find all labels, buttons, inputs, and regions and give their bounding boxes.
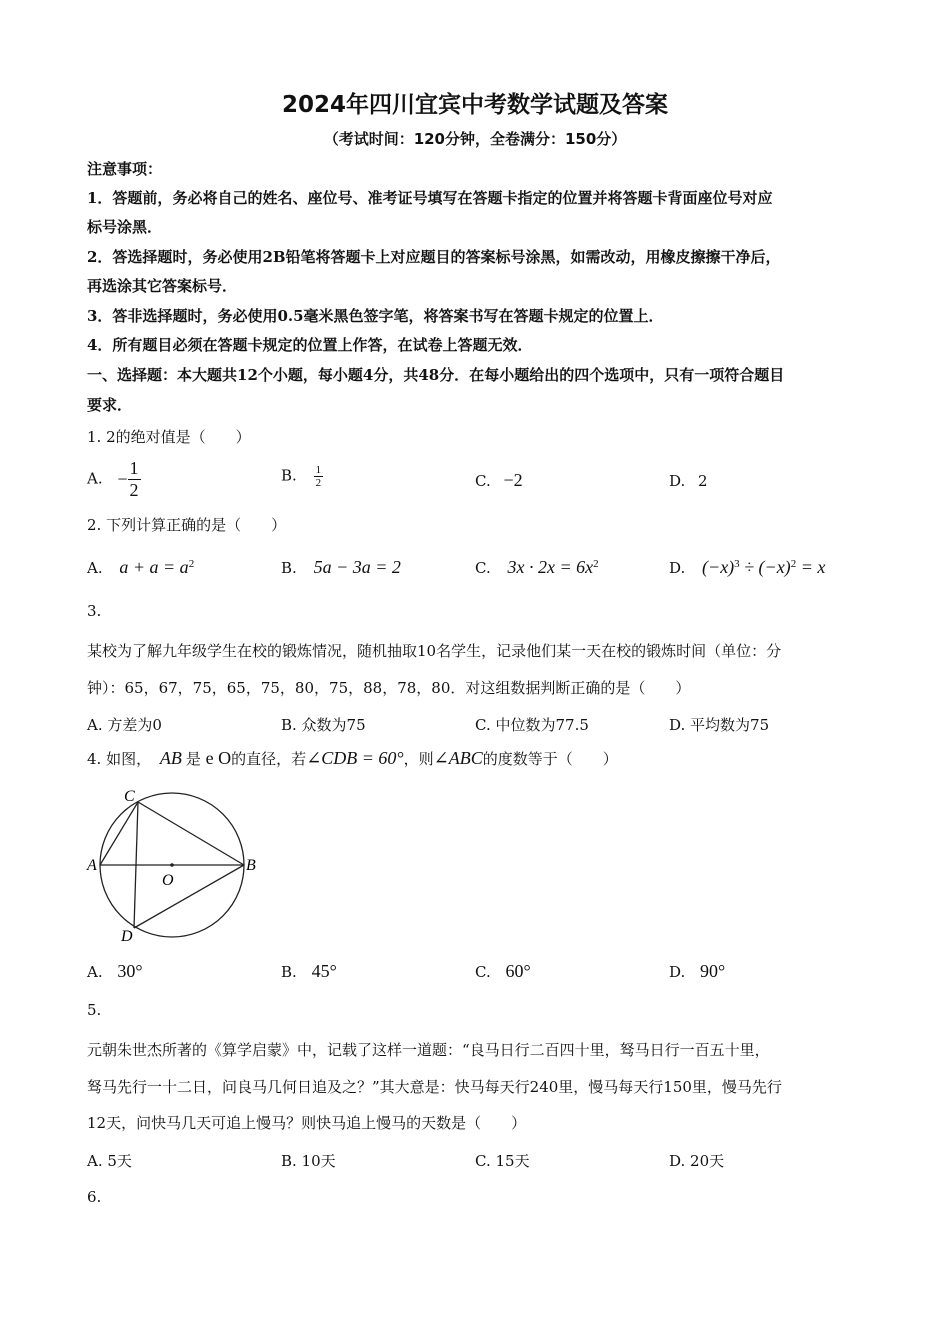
q4-option-b: B. 45° <box>281 961 337 981</box>
q5-option-b: B. 10天 <box>281 1152 336 1170</box>
circle-diagram <box>86 786 266 946</box>
q5-option-d: D. 20天 <box>669 1152 725 1170</box>
label-b: B <box>246 857 256 874</box>
q5-option-a: A. 5天 <box>87 1152 132 1170</box>
q5-line-3: 12天，问快马几天可追上慢马？则快马追上慢马的天数是（ ） <box>87 1114 527 1132</box>
q5-number: 5. <box>87 1001 102 1019</box>
q5-option-c: C. 15天 <box>475 1152 530 1170</box>
note-1-line-1: 1．答题前，务必将自己的姓名、座位号、准考证号填写在答题卡指定的位置并将答题卡背面座位号对应 <box>87 189 773 207</box>
note-2-line-1: 2．答选择题时，务必使用2B铅笔将答题卡上对应题目的答案标号涂黑，如需改动，用橡皮擦擦干净后， <box>87 248 781 266</box>
center-dot <box>170 863 174 867</box>
q3-option-a: A. 方差为0 <box>87 716 162 734</box>
note-4: 4．所有题目必须在答题卡规定的位置上作答，在试卷上答题无效． <box>87 336 533 354</box>
chord-ac <box>100 802 138 865</box>
q3-option-b: B. 众数为75 <box>281 716 366 734</box>
chord-db <box>134 865 244 928</box>
q1-option-a: A. − $\frac{1}{2}$ <box>87 458 139 500</box>
q2-option-a: A. $a + a = a^2$ <box>87 557 195 577</box>
q4-option-c: C. 60° <box>475 961 531 981</box>
q4-stem: 4. 如图， AB 是 e O的直径，若∠CDB = 60°，则∠ABC的度数等于（ ） <box>87 748 618 768</box>
q3-line-1: 某校为了解九年级学生在校的锻炼情况，随机抽取10名学生，记录他们某一天在校的锻炼时间（单位：分 <box>87 642 782 660</box>
q3-number: 3. <box>87 602 102 620</box>
section-1-line-2: 要求． <box>87 396 133 414</box>
q3-option-c: C. 中位数为77.5 <box>475 716 589 734</box>
label-c: C <box>124 788 135 805</box>
q4-option-d: D. 90° <box>669 961 726 981</box>
label-a: A <box>87 857 97 874</box>
note-2-line-2: 再选涂其它答案标号． <box>87 277 238 295</box>
q3-line-2: 钟）：65，67，75，65，75，80，75，88，78，80．对这组数据判断正确的是（ ） <box>87 679 691 697</box>
q2-stem: 2. 下列计算正确的是（ ） <box>87 516 287 534</box>
label-d: D <box>121 928 133 945</box>
q2-option-d: D. $(-x)^3 \div (-x)^2 = x$ <box>669 557 826 577</box>
section-1-line-1: 一、选择题：本大题共12个小题，每小题4分，共48分．在每小题给出的四个选项中，只有一项符合题目 <box>87 366 785 384</box>
q5-line-2: 驽马先行一十二日，问良马几何日追及之？”其大意是：快马每天行240里，慢马每天行150里，慢马先行 <box>87 1078 782 1096</box>
q3-option-d: D. 平均数为75 <box>669 716 770 734</box>
exam-title: 2024年四川宜宾中考数学试题及答案 <box>281 92 668 118</box>
q4-option-a: A. 30° <box>87 961 143 981</box>
q6-number: 6. <box>87 1188 102 1206</box>
q1-option-d: D. 2 <box>669 472 708 490</box>
chord-cb <box>138 802 244 865</box>
q1-stem: 1. 2的绝对值是（ ） <box>87 428 251 446</box>
note-1-line-2: 标号涂黑． <box>87 218 163 236</box>
notes-heading: 注意事项： <box>87 160 163 178</box>
q5-line-1: 元朝朱世杰所著的《算学启蒙》中，记载了这样一道题：“良马日行二百四十里，驽马日行一百五十里， <box>87 1041 770 1059</box>
note-3: 3．答非选择题时，务必使用0.5毫米黑色签字笔，将答案书写在答题卡规定的位置上． <box>87 307 664 325</box>
exam-subtitle: （考试时间：120分钟，全卷满分：150分） <box>323 130 627 148</box>
q1-option-c: C. −2 <box>475 470 523 490</box>
q2-option-c: C. $3x \cdot 2x = 6x^2$ <box>475 557 599 577</box>
q2-option-b: B. 5a − 3a = 2 <box>281 557 401 577</box>
label-o: O <box>162 872 174 889</box>
q1-option-b: B. $\frac{1}{2}$ <box>281 464 322 489</box>
